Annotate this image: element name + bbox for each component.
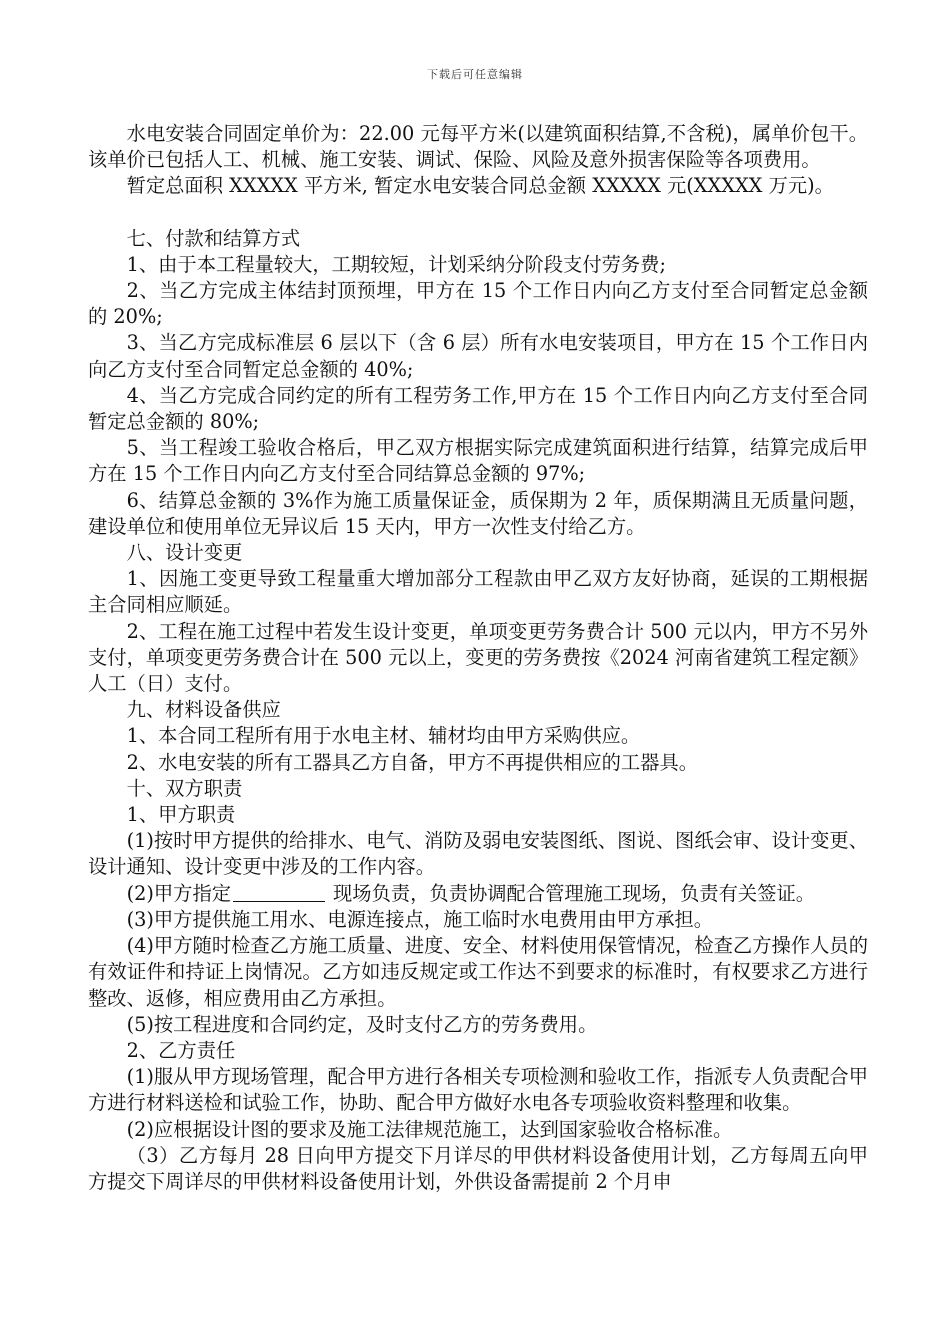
paragraph-unit-price: 水电安装合同固定单价为：22.00 元每平方米(以建筑面积结算,不含税)，属单价包干。该单价已包括人工、机械、施工安装、调试、保险、风险及意外损害保险等各项费用。 bbox=[88, 122, 868, 172]
paragraph-party-b-2: (2)应根据设计图的要求及施工法律规范施工，达到国家验收合格标准。 bbox=[126, 1117, 733, 1141]
document-body bbox=[88, 121, 868, 1195]
paragraph-materials-1: 1、本合同工程所有用于水电主材、辅材均由甲方采购供应。 bbox=[126, 724, 641, 748]
paragraph-party-b-3: （3）乙方每月 28 日向甲方提交下月详尽的甲供材料设备使用计划，乙方每周五向甲方提交下周详尽的甲供材料设备使用计划，外供设备需提前 2 个月申 bbox=[88, 1143, 868, 1193]
paragraph-materials-2: 2、水电安装的所有工器具乙方自备，甲方不再提供相应的工器具。 bbox=[126, 750, 699, 774]
blank-fill-line bbox=[233, 883, 325, 902]
section-heading-payment: 七、付款和结算方式 bbox=[126, 226, 301, 250]
paragraph-total-amount: 暂定总面积 XXXXX 平方米, 暂定水电安装合同总金额 XXXXX 元(XXXXX 万元)。 bbox=[126, 174, 834, 198]
paragraph-party-a-2 bbox=[88, 881, 868, 907]
subheading-party-b-duties: 2、乙方责任 bbox=[126, 1038, 236, 1062]
paragraph-payment-2: 2、当乙方完成主体结封顶预埋，甲方在 15 个工作日内向乙方支付至合同暂定总金额的 20%; bbox=[88, 279, 868, 329]
page-header: 下载后可任意编辑 bbox=[427, 68, 523, 81]
party-a-2-text: 现场负责，负责协调配合管理施工现场，负责有关签证。 bbox=[333, 881, 816, 905]
section-heading-materials: 九、材料设备供应 bbox=[126, 698, 281, 722]
section-heading-duties: 十、双方职责 bbox=[126, 776, 243, 800]
paragraph-design-change-1: 1、因施工变更导致工程量重大增加部分工程款由甲乙双方友好协商，延误的工期根据主合同相应顺延。 bbox=[88, 567, 868, 617]
paragraph-payment-1: 1、由于本工程量较大，工期较短，计划采纳分阶段支付劳务费; bbox=[126, 252, 666, 276]
paragraph-party-b-1: (1)服从甲方现场管理，配合甲方进行各相关专项检测和验收工作，指派专人负责配合甲方进行材料送检和试验工作，协助、配合甲方做好水电各专项验收资料整理和收集。 bbox=[88, 1065, 868, 1115]
paragraph-payment-4: 4、当乙方完成合同约定的所有工程劳务工作,甲方在 15 个工作日内向乙方支付至合同暂定总金额的 80%; bbox=[88, 383, 868, 434]
subheading-party-a-duties: 1、甲方职责 bbox=[126, 803, 236, 827]
paragraph-payment-3: 3、当乙方完成标准层 6 层以下（含 6 层）所有水电安装项目，甲方在 15 个工作日内向乙方支付至合同暂定总金额的 40%; bbox=[88, 331, 868, 381]
paragraph-payment-5: 5、当工程竣工验收合格后，甲乙双方根据实际完成建筑面积进行结算，结算完成后甲方在 15 个工作日内向乙方支付至合同结算总金额的 97%; bbox=[88, 436, 868, 486]
paragraph-party-a-4: (4)甲方随时检查乙方施工质量、进度、安全、材料使用保管情况，检查乙方操作人员的有效证件和持证上岗情况。乙方如违反规定或工作达不到要求的标准时，有权要求乙方进行整改、返修，相应费用由乙方承担。 bbox=[88, 934, 868, 1010]
paragraph-party-a-3: (3)甲方提供施工用水、电源连接点，施工临时水电费用由甲方承担。 bbox=[126, 907, 714, 931]
section-heading-design-change: 八、设计变更 bbox=[126, 541, 243, 565]
party-a-2-prefix: (2)甲方指定 bbox=[126, 881, 232, 905]
paragraph-design-change-2: 2、工程在施工过程中若发生设计变更，单项变更劳务费合计 500 元以内，甲方不另外支付，单项变更劳务费合计在 500 元以上，变更的劳务费按《2024 河南省建筑工程定额》人工（日）支付。 bbox=[88, 619, 868, 696]
paragraph-party-a-1: (1)按时甲方提供的给排水、电气、消防及弱电安装图纸、图说、图纸会审、设计变更、设计通知、设计变更中涉及的工作内容。 bbox=[88, 829, 868, 879]
paragraph-party-a-5: (5)按工程进度和合同约定，及时支付乙方的劳务费用。 bbox=[126, 1012, 598, 1036]
paragraph-payment-6: 6、结算总金额的 3%作为施工质量保证金，质保期为 2 年，质保期满且无质量问题，建设单位和使用单位无异议后 15 天内，甲方一次性支付给乙方。 bbox=[88, 488, 868, 538]
